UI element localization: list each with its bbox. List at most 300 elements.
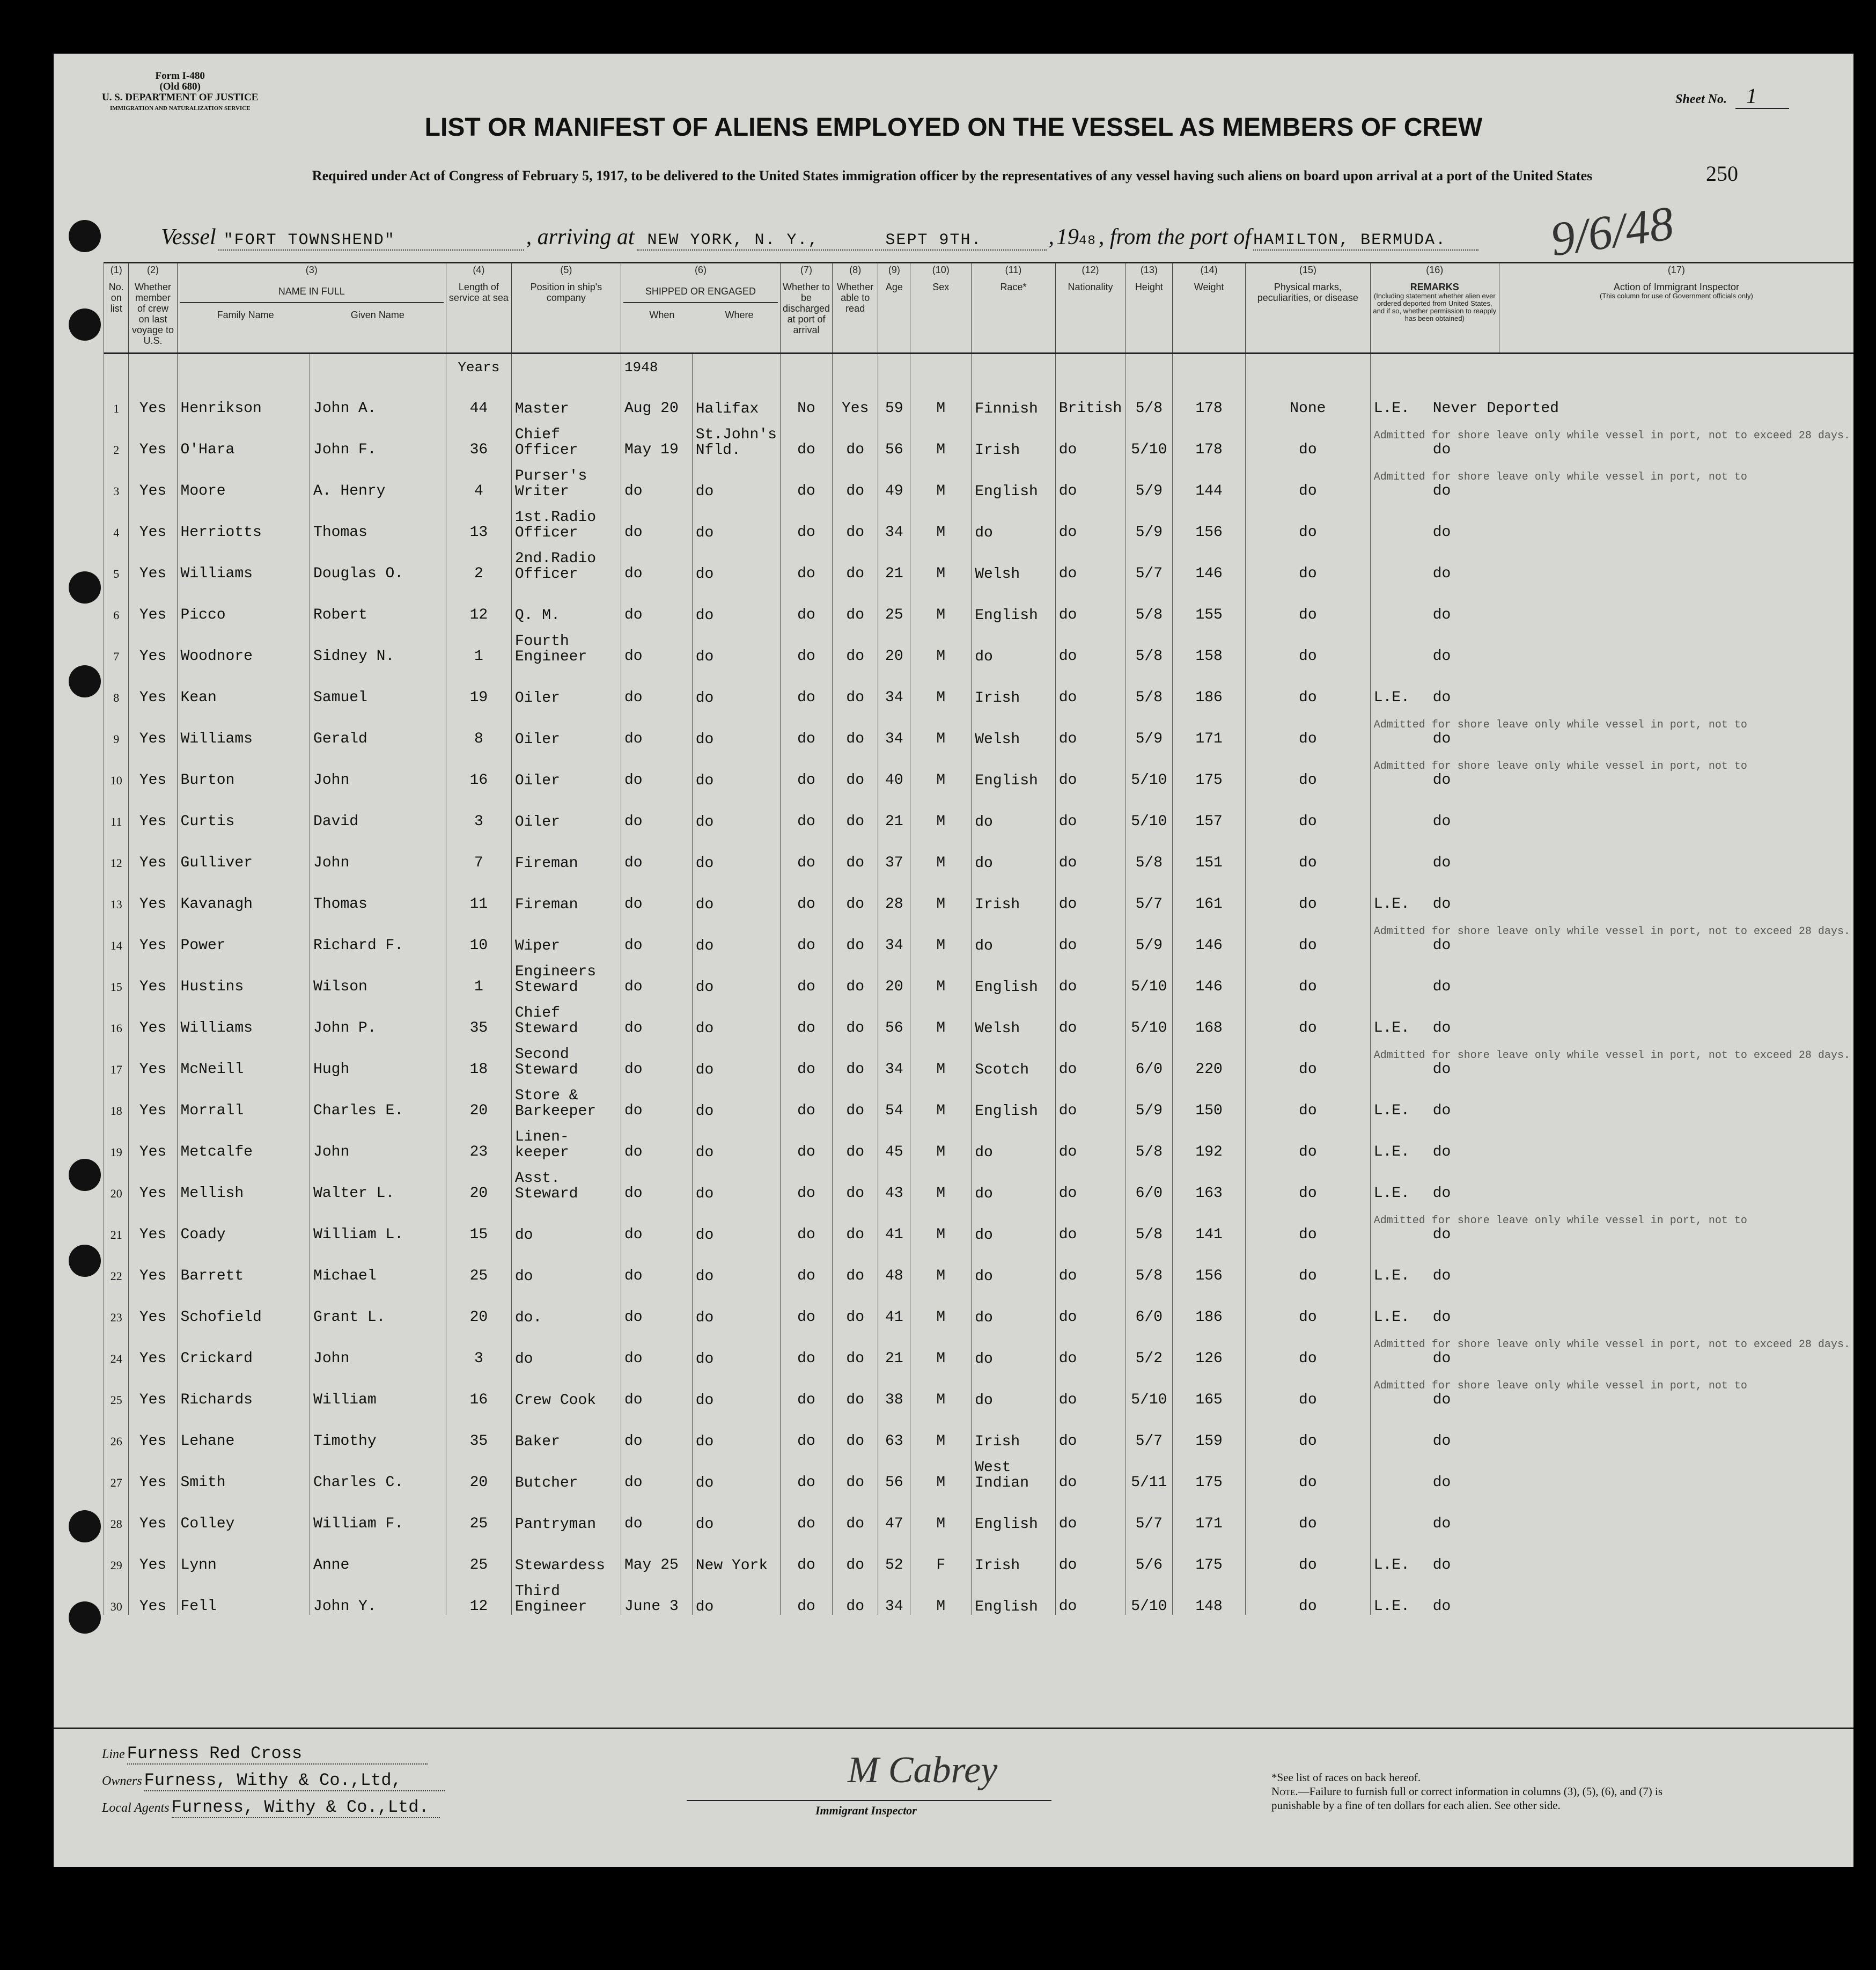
cell-when: do <box>621 1243 692 1284</box>
vessel-name: "FORT TOWNSHEND" <box>218 231 524 251</box>
cell-when: do <box>621 582 692 623</box>
cell-when: do <box>621 1078 692 1119</box>
cell-given: John F. <box>310 417 446 458</box>
remarks-le: L.E. <box>1373 400 1410 417</box>
cell-position: Crew Cook <box>511 1367 621 1408</box>
cell-age: 59 <box>878 376 910 417</box>
col-num: (2) <box>129 263 177 281</box>
remarks-le: L.E. <box>1373 1309 1410 1326</box>
cell-position: Stewardess <box>511 1532 621 1574</box>
remarks-line <box>1374 524 1451 541</box>
remarks-action: do <box>1432 813 1451 830</box>
cell-weight: 148 <box>1173 1574 1246 1615</box>
cell-weight: 175 <box>1173 1450 1246 1491</box>
cell-position: Second Steward <box>511 1037 621 1078</box>
cell-family: Lehane <box>177 1408 310 1450</box>
arrival-date: SEPT 9TH. <box>875 231 1047 251</box>
cell-given: John A. <box>310 376 446 417</box>
cell-given: Hugh <box>310 1037 446 1078</box>
cell-position: Chief Steward <box>511 995 621 1037</box>
cell-service: 44 <box>446 376 511 417</box>
cell-where: do <box>692 1202 780 1243</box>
cell-race: do <box>972 789 1056 830</box>
cell-read: do <box>833 913 878 954</box>
remarks-note: Admitted for shore leave only while vessel in port, not to exceed 28 days. <box>1373 1339 1850 1351</box>
cell-weight: 150 <box>1173 1078 1246 1119</box>
cell-race: do <box>972 1160 1056 1202</box>
cell-position: Oiler <box>511 665 621 706</box>
cell-weight: 220 <box>1173 1037 1246 1078</box>
cell-given: Robert <box>310 582 446 623</box>
table-row <box>104 1408 1854 1450</box>
cell-discharged: do <box>780 541 832 582</box>
cell-weight: 126 <box>1173 1326 1246 1367</box>
cell-where: do <box>692 1284 780 1326</box>
binder-hole <box>69 571 101 604</box>
cell-race: English <box>972 1078 1056 1119</box>
cell-service: 15 <box>446 1202 511 1243</box>
cell-sex: M <box>910 913 972 954</box>
cell-race: Irish <box>972 871 1056 913</box>
cell-marks: do <box>1245 458 1370 499</box>
cell-age: 34 <box>878 706 910 747</box>
cell-marks: do <box>1245 1160 1370 1202</box>
cell-when: do <box>621 1450 692 1491</box>
cell-given: John Y. <box>310 1574 446 1615</box>
cell-height: 5/10 <box>1125 1367 1173 1408</box>
cell-position: Butcher <box>511 1450 621 1491</box>
cell-no: 23 <box>104 1284 129 1326</box>
cell-no: 9 <box>104 706 129 747</box>
cell-read: do <box>833 1202 878 1243</box>
remarks-action: do <box>1432 607 1451 623</box>
cell-race: do <box>972 1284 1056 1326</box>
cell-remarks <box>1370 1367 1853 1408</box>
cell-race: Irish <box>972 1408 1056 1450</box>
cell-weight: 175 <box>1173 747 1246 789</box>
table-row <box>104 376 1854 417</box>
remarks-line <box>1374 442 1451 458</box>
cell-no: 21 <box>104 1202 129 1243</box>
cell-read: do <box>833 1532 878 1574</box>
cell-no: 1 <box>104 376 129 417</box>
remarks-action: do <box>1432 565 1451 582</box>
cell-member: Yes <box>129 995 177 1037</box>
cell-member: Yes <box>129 1284 177 1326</box>
cell-nationality: do <box>1055 1284 1125 1326</box>
cell-service: 3 <box>446 789 511 830</box>
remarks-line <box>1374 1350 1451 1367</box>
remarks-line <box>1374 1392 1451 1408</box>
col-header-weight: Weight <box>1173 281 1246 354</box>
cell-service: 25 <box>446 1243 511 1284</box>
cell-no: 26 <box>104 1408 129 1450</box>
cell-remarks <box>1370 582 1853 623</box>
cell-position: do <box>511 1202 621 1243</box>
cell-age: 20 <box>878 623 910 665</box>
cell-discharged: do <box>780 1160 832 1202</box>
cell-service: 20 <box>446 1078 511 1119</box>
cell-weight: 146 <box>1173 913 1246 954</box>
cell-where: do <box>692 582 780 623</box>
year-prefix: 19 <box>1056 225 1079 249</box>
cell-height: 6/0 <box>1125 1160 1173 1202</box>
cell-no: 4 <box>104 499 129 541</box>
binder-hole <box>69 308 101 341</box>
remarks-action: Never Deported <box>1432 400 1559 417</box>
cell-marks: do <box>1245 1326 1370 1367</box>
cell-read: do <box>833 706 878 747</box>
remarks-line <box>1374 855 1451 871</box>
cell-member: Yes <box>129 1532 177 1574</box>
cell-race: English <box>972 747 1056 789</box>
cell-family: Herriotts <box>177 499 310 541</box>
cell-age: 21 <box>878 789 910 830</box>
cell-discharged: do <box>780 417 832 458</box>
cell-given: Anne <box>310 1532 446 1574</box>
cell-family: Picco <box>177 582 310 623</box>
cell-member: Yes <box>129 1450 177 1491</box>
col-num: (16) <box>1370 263 1499 281</box>
table-row <box>104 1037 1854 1078</box>
cell-remarks <box>1370 1119 1853 1160</box>
cell-remarks <box>1370 913 1853 954</box>
cell-age: 41 <box>878 1284 910 1326</box>
page-title: LIST OR MANIFEST OF ALIENS EMPLOYED ON THE VESSEL AS MEMBERS OF CREW <box>424 113 1483 142</box>
cell-when: do <box>621 954 692 995</box>
cell-member: Yes <box>129 789 177 830</box>
cell-nationality: do <box>1055 706 1125 747</box>
cell-age: 34 <box>878 913 910 954</box>
cell-position: Fireman <box>511 830 621 871</box>
cell-when: do <box>621 1119 692 1160</box>
cell-position: Baker <box>511 1408 621 1450</box>
cell-remarks <box>1370 789 1853 830</box>
remarks-line <box>1374 896 1451 913</box>
cell-discharged: do <box>780 1078 832 1119</box>
cell-marks: do <box>1245 1367 1370 1408</box>
remarks-line <box>1374 979 1451 995</box>
cell-discharged: do <box>780 665 832 706</box>
cell-sex: M <box>910 747 972 789</box>
cell-read: do <box>833 458 878 499</box>
cell-member: Yes <box>129 913 177 954</box>
remarks-line <box>1374 1474 1451 1491</box>
cell-read: do <box>833 623 878 665</box>
cell-discharged: do <box>780 871 832 913</box>
cell-given: John P. <box>310 995 446 1037</box>
remarks-line <box>1374 1185 1451 1202</box>
cell-given: Richard F. <box>310 913 446 954</box>
cell-nationality: do <box>1055 499 1125 541</box>
cell-where: do <box>692 789 780 830</box>
cell-discharged: do <box>780 1574 832 1615</box>
cell-discharged: do <box>780 1284 832 1326</box>
cell-where: do <box>692 830 780 871</box>
remarks-line <box>1374 648 1451 665</box>
remarks-note: Admitted for shore leave only while vessel in port, not to <box>1373 719 1747 731</box>
cell-sex: M <box>910 1326 972 1367</box>
cell-nationality: do <box>1055 1367 1125 1408</box>
cell-height: 5/10 <box>1125 789 1173 830</box>
cell-age: 38 <box>878 1367 910 1408</box>
cell-service: 25 <box>446 1532 511 1574</box>
cell-read: do <box>833 747 878 789</box>
cell-read: do <box>833 665 878 706</box>
cell-discharged: do <box>780 582 832 623</box>
col-header-remarks-title: REMARKS <box>1410 282 1459 292</box>
remarks-le: L.E. <box>1373 1598 1410 1615</box>
cell-service: 35 <box>446 995 511 1037</box>
cell-position: do. <box>511 1284 621 1326</box>
cell-weight: 186 <box>1173 1284 1246 1326</box>
cell-where: do <box>692 871 780 913</box>
cell-remarks <box>1370 1078 1853 1119</box>
remarks-line <box>1374 1309 1451 1326</box>
cell-weight: 178 <box>1173 417 1246 458</box>
cell-marks: do <box>1245 830 1370 871</box>
cell-where: do <box>692 1450 780 1491</box>
cell-height: 5/11 <box>1125 1450 1173 1491</box>
form-number-block <box>102 71 258 114</box>
cell-race: do <box>972 913 1056 954</box>
cell-position: Engineers Steward <box>511 954 621 995</box>
cell-race: do <box>972 830 1056 871</box>
cell-nationality: do <box>1055 1491 1125 1532</box>
cell-member: Yes <box>129 1160 177 1202</box>
cell-nationality: British <box>1055 376 1125 417</box>
col-header-position: Position in ship's company <box>511 281 621 354</box>
remarks-line <box>1374 1433 1451 1450</box>
cell-member: Yes <box>129 1491 177 1532</box>
cell-remarks <box>1370 1574 1853 1615</box>
cell-weight: 165 <box>1173 1367 1246 1408</box>
col-header-remarks-note: (Including statement whether alien ever ordered deported from United States, and if so, whether permission to reapply has been obtained) <box>1373 292 1497 322</box>
cell-age: 52 <box>878 1532 910 1574</box>
col-num: (15) <box>1245 263 1370 281</box>
cell-marks: do <box>1245 1532 1370 1574</box>
cell-sex: M <box>910 376 972 417</box>
cell-sex: M <box>910 1119 972 1160</box>
cell-position: Master <box>511 376 621 417</box>
remarks-action: do <box>1432 731 1451 747</box>
cell-race: English <box>972 458 1056 499</box>
cell-member: Yes <box>129 623 177 665</box>
cell-sex: M <box>910 1491 972 1532</box>
cell-where: do <box>692 623 780 665</box>
year-suffix: 48 <box>1079 234 1097 248</box>
sheet-number <box>1675 83 1789 108</box>
cell-when: do <box>621 789 692 830</box>
cell-age: 40 <box>878 747 910 789</box>
cell-marks: do <box>1245 417 1370 458</box>
cell-no: 11 <box>104 789 129 830</box>
cell-when: do <box>621 1037 692 1078</box>
cell-given: William <box>310 1367 446 1408</box>
cell-height: 5/10 <box>1125 417 1173 458</box>
col-header-action-note: (This column for use of Government officials only) <box>1599 292 1753 300</box>
cell-no: 24 <box>104 1326 129 1367</box>
cell-nationality: do <box>1055 1408 1125 1450</box>
remarks-le: L.E. <box>1373 896 1410 913</box>
agents-label: Local Agents <box>102 1801 170 1815</box>
cell-read: do <box>833 830 878 871</box>
col-header-marks: Physical marks, peculiarities, or disease <box>1245 281 1370 354</box>
cell-family: Crickard <box>177 1326 310 1367</box>
col-header-shipped-title: SHIPPED OR ENGAGED <box>623 282 778 303</box>
cell-remarks <box>1370 995 1853 1037</box>
remarks-action: do <box>1432 1061 1451 1078</box>
cell-marks: do <box>1245 706 1370 747</box>
cell-service: 13 <box>446 499 511 541</box>
remarks-line <box>1374 731 1451 747</box>
cell-marks: do <box>1245 995 1370 1037</box>
col-header-name-title: NAME IN FULL <box>180 282 444 303</box>
remarks-line <box>1374 400 1559 417</box>
cell-family: Mellish <box>177 1160 310 1202</box>
cell-remarks <box>1370 665 1853 706</box>
cell-remarks <box>1370 1491 1853 1532</box>
cell-marks: do <box>1245 1491 1370 1532</box>
cell-family: Lynn <box>177 1532 310 1574</box>
cell-discharged: do <box>780 747 832 789</box>
cell-family: Power <box>177 913 310 954</box>
cell-service: 1 <box>446 954 511 995</box>
remarks-action: do <box>1432 1144 1451 1160</box>
cell-height: 5/8 <box>1125 830 1173 871</box>
cell-sex: M <box>910 789 972 830</box>
cell-nationality: do <box>1055 789 1125 830</box>
cell-nationality: do <box>1055 1202 1125 1243</box>
cell-nationality: do <box>1055 1243 1125 1284</box>
table-row <box>104 1574 1854 1615</box>
cell-family: Kean <box>177 665 310 706</box>
col-header-name <box>177 281 446 354</box>
cell-position: do <box>511 1243 621 1284</box>
cell-where: Halifax <box>692 376 780 417</box>
cell-race: do <box>972 1326 1056 1367</box>
cell-given: Walter L. <box>310 1160 446 1202</box>
cell-where: do <box>692 665 780 706</box>
cell-member: Yes <box>129 665 177 706</box>
cell-read: do <box>833 1119 878 1160</box>
remarks-line <box>1374 937 1451 954</box>
cell-where: do <box>692 1326 780 1367</box>
col-num: (14) <box>1173 263 1246 281</box>
remarks-action: do <box>1432 979 1451 995</box>
cell-read: do <box>833 1160 878 1202</box>
cell-discharged: do <box>780 830 832 871</box>
cell-position: Fireman <box>511 871 621 913</box>
cell-given: Thomas <box>310 499 446 541</box>
cell-weight: 171 <box>1173 1491 1246 1532</box>
cell-position: 2nd.Radio Officer <box>511 541 621 582</box>
cell-position: Third Engineer <box>511 1574 621 1615</box>
cell-weight: 168 <box>1173 995 1246 1037</box>
cell-read: do <box>833 1450 878 1491</box>
cell-when: do <box>621 499 692 541</box>
cell-weight: 186 <box>1173 665 1246 706</box>
cell-marks: do <box>1245 1574 1370 1615</box>
cell-family: Woodnore <box>177 623 310 665</box>
remarks-action: do <box>1432 1392 1451 1408</box>
cell-read: do <box>833 1574 878 1615</box>
cell-where: do <box>692 1243 780 1284</box>
table-row <box>104 913 1854 954</box>
cell-read: do <box>833 789 878 830</box>
col-header-race: Race* <box>972 281 1056 354</box>
inspector-signature-line <box>687 1800 1051 1801</box>
cell-sex: M <box>910 1160 972 1202</box>
cell-read: do <box>833 1243 878 1284</box>
cell-weight: 155 <box>1173 582 1246 623</box>
cell-height: 6/0 <box>1125 1037 1173 1078</box>
binder-hole <box>69 1159 101 1191</box>
cell-service: 20 <box>446 1284 511 1326</box>
col-header-family: Family Name <box>217 310 274 320</box>
cell-marks: do <box>1245 1119 1370 1160</box>
cell-where: do <box>692 995 780 1037</box>
cell-nationality: do <box>1055 1450 1125 1491</box>
cell-given: John <box>310 1119 446 1160</box>
remarks-line <box>1374 689 1451 706</box>
cell-service: 3 <box>446 1326 511 1367</box>
remarks-le: L.E. <box>1373 1557 1410 1574</box>
cell-nationality: do <box>1055 1037 1125 1078</box>
cell-when: Aug 20 <box>621 376 692 417</box>
col-header-given: Given Name <box>350 310 404 320</box>
col-num: (13) <box>1125 263 1173 281</box>
remarks-note: Admitted for shore leave only while vessel in port, not to exceed 28 days. <box>1373 430 1850 442</box>
cell-marks: do <box>1245 1078 1370 1119</box>
remarks-line <box>1374 565 1451 582</box>
cell-family: Kavanagh <box>177 871 310 913</box>
cell-position: Chief Officer <box>511 417 621 458</box>
cell-given: William L. <box>310 1202 446 1243</box>
note-text: —Failure to furnish full or correct information in columns (3), (5), (6), and (7) is punishable by a fine of ten dollars for each alien. See other side. <box>1271 1785 1662 1812</box>
cell-read: do <box>833 417 878 458</box>
remarks-action: do <box>1432 483 1451 499</box>
cell-member: Yes <box>129 871 177 913</box>
cell-sex: M <box>910 417 972 458</box>
penalty-note <box>1271 1784 1711 1812</box>
cell-height: 5/8 <box>1125 1243 1173 1284</box>
cell-marks: do <box>1245 913 1370 954</box>
cell-no: 29 <box>104 1532 129 1574</box>
cell-height: 5/6 <box>1125 1532 1173 1574</box>
table-row <box>104 582 1854 623</box>
remarks-action: do <box>1432 896 1451 913</box>
cell-age: 43 <box>878 1160 910 1202</box>
remarks-action: do <box>1432 1020 1451 1037</box>
cell-where: do <box>692 1408 780 1450</box>
remarks-note: Admitted for shore leave only while vessel in port, not to <box>1373 1380 1747 1392</box>
cell-sex: M <box>910 871 972 913</box>
cell-read: do <box>833 1491 878 1532</box>
cell-age: 34 <box>878 499 910 541</box>
cell-remarks <box>1370 376 1853 417</box>
cell-nationality: do <box>1055 1078 1125 1119</box>
cell-family: Burton <box>177 747 310 789</box>
cell-sex: M <box>910 1450 972 1491</box>
cell-race: do <box>972 623 1056 665</box>
table-row <box>104 789 1854 830</box>
cell-height: 5/10 <box>1125 995 1173 1037</box>
cell-when: do <box>621 747 692 789</box>
remarks-line <box>1374 1268 1451 1284</box>
cell-remarks <box>1370 1160 1853 1202</box>
table-row <box>104 747 1854 789</box>
